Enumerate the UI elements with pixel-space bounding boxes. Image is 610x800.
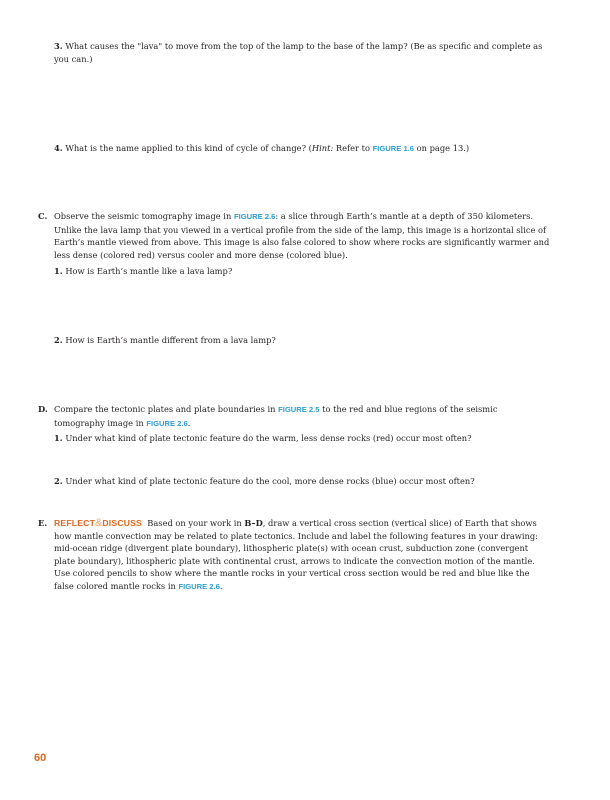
question-number: 3. [54,41,63,51]
question-text: What causes the "lava" to move from the top of the lamp to the base of the lamp? (Be as specific and complete as you can.) [54,41,543,64]
question-c2 [54,334,554,347]
section-c-label: C. [38,211,48,221]
question-d2 [54,475,554,488]
question-4 [54,142,554,156]
question-number: 1. [54,433,63,443]
question-text-end: on page 13.) [414,143,470,153]
question-text: Under what kind of plate tectonic feature do the warm, less dense rocks (red) occur most often? [65,433,472,443]
section-e-body: , draw a vertical cross section (vertical slice) of Earth that shows how mantle convection may be related to plate tectonics. Include and label the following features in your drawing: mid-ocean ridge (divergent plate boundary), lithospheric plate(s) with ocean crust, subduction zone (convergent plate boundary), lithospheric plate with continental crust, arrows to indicate the convection motion of the mantle. Use colored pencils to show where the mantle rocks in your vertical cross section would be red and blue like the false colored mantle rocks in [54,518,538,591]
section-c-intro: Observe the seismic tomography image in [54,211,234,221]
ampersand: & [95,517,103,529]
question-number: 2. [54,335,63,345]
section-d-intro: Compare the tectonic plates and plate boundaries in [54,404,279,414]
question-3 [54,40,554,65]
question-number: 4. [54,143,63,153]
question-text: How is Earth’s mantle like a lava lamp? [65,266,233,276]
section-d-label: D. [38,404,48,414]
section-d-text [54,403,550,430]
section-e-text [54,517,550,594]
section-e-intro: Based on your work in [147,518,245,528]
section-e-label: E. [38,518,48,528]
section-e-end: . [219,580,223,591]
question-number: 2. [54,476,63,486]
reflect-label: REFLECT [54,518,96,528]
figure-reference: FIGURE 1.6 [372,144,414,153]
discuss-label: DISCUSS [102,518,142,528]
question-number: 1. [54,266,63,276]
question-text: How is Earth’s mantle different from a lava lamp? [65,335,276,345]
section-d-end: . [187,417,191,428]
figure-reference: FIGURE 2.5 [278,405,320,414]
question-c1 [54,265,554,278]
question-text-mid: Refer to [333,143,373,153]
section-c-text [54,210,550,261]
question-text: What is the name applied to this kind of cycle of change? ( [65,143,312,153]
question-text: Under what kind of plate tectonic feature do the cool, more dense rocks (blue) occur most often? [65,476,475,486]
figure-reference: FIGURE 2.6 [233,212,276,221]
page-number: 60 [34,752,47,764]
figure-reference: FIGURE 2.6 [146,418,188,428]
section-d-body: to the red and blue regions of the seismic tomography image in [54,404,498,428]
figure-reference: FIGURE 2.6 [178,581,220,591]
section-c-body: : a slice through Earth’s mantle at a depth of 350 kilometers. Unlike the lava lamp that you viewed in a vertical profile from the side of the lamp, this image is a horizontal slice of Earth’s mantle viewed from above. This image is also false colored to show where rocks are significantly warmer and less dense (colored red) versus cooler and more dense (colored blue). [54,211,550,260]
question-d1 [54,432,554,445]
section-range: B–D [244,518,263,528]
hint-label: Hint: [311,143,334,153]
